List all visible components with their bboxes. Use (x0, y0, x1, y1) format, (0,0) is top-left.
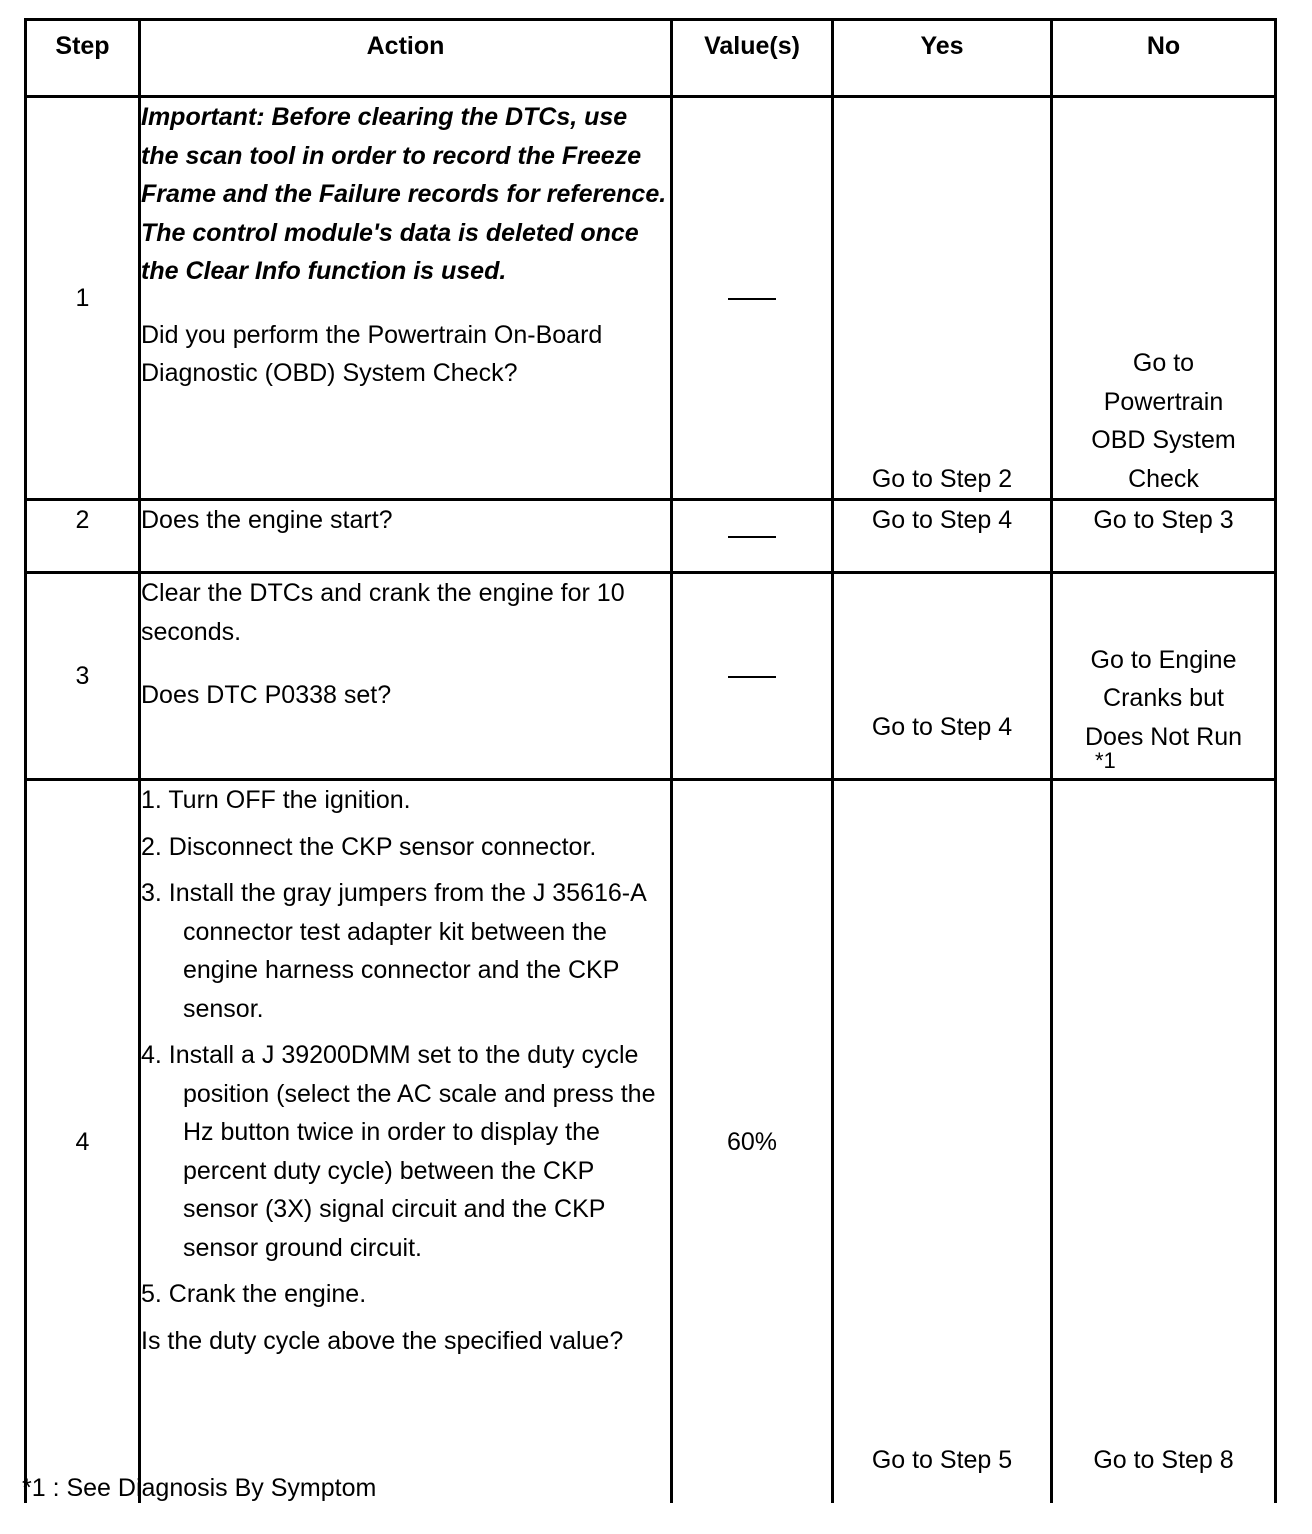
action-question: Did you perform the Powertrain On-Board Diagnostic (OBD) System Check? (141, 320, 603, 387)
action-question: Does the engine start? (140, 500, 672, 573)
list-item: 2. Disconnect the CKP sensor connector. (141, 832, 597, 861)
yes-link: Go to Step 5 (833, 780, 1052, 1504)
no-link: Go to Step 3 (1052, 500, 1276, 573)
table-row (26, 97, 1276, 500)
action-question: Does DTC P0338 set? (141, 681, 392, 709)
action-cell (140, 780, 672, 1504)
list-item: 3. Install the gray jumpers from the J 35616-A connector test adapter kit between the engine harness connector and the CKP sensor. (141, 879, 646, 1023)
no-cell (1052, 573, 1276, 780)
table-row (26, 500, 1276, 573)
header-row (26, 20, 1276, 97)
empty-value-dash (728, 676, 776, 678)
empty-value-dash (728, 298, 776, 300)
action-cell (140, 97, 672, 500)
step-number: 3 (26, 573, 140, 780)
no-link: Go to Step 8 (1052, 780, 1276, 1504)
yes-link: Go to Step 2 (833, 97, 1052, 500)
empty-value-dash (728, 536, 776, 538)
action-instruction: Clear the DTCs and crank the engine for 10 seconds. (141, 579, 625, 646)
action-question: Is the duty cycle above the specified value? (141, 1326, 624, 1355)
diagnostic-table-frame (24, 18, 1274, 1474)
list-item: 5. Crank the engine. (141, 1280, 367, 1308)
header-values: Value(s) (672, 20, 833, 97)
value-cell (672, 97, 833, 500)
header-step: Step (26, 20, 140, 97)
yes-link: Go to Step 4 (833, 500, 1052, 573)
value-cell (672, 573, 833, 780)
no-link: Go to Powertrain OBD System Check (1052, 97, 1276, 500)
important-note: Important: Before clearing the DTCs, use the scan tool in order to record the Freeze Frame and the Failure records for reference. The control module's data is deleted once the Clear Info function is used. (141, 103, 667, 285)
header-action: Action (140, 20, 672, 97)
footnote-ref: *1 (1095, 748, 1116, 773)
list-item: 1. Turn OFF the ignition. (141, 786, 411, 814)
step-number: 1 (26, 97, 140, 500)
diagnostic-table (24, 18, 1277, 1503)
procedure-list (141, 781, 670, 1314)
value-cell: 60% (672, 780, 833, 1504)
no-link: Go to Engine Cranks but Does Not Run (1084, 645, 1243, 751)
step-number: 2 (26, 500, 140, 573)
step-number: 4 (26, 780, 140, 1504)
value-cell (672, 500, 833, 573)
table-row (26, 780, 1276, 1504)
header-no: No (1052, 20, 1276, 97)
table-row (26, 573, 1276, 780)
yes-link: Go to Step 4 (833, 573, 1052, 780)
header-yes: Yes (833, 20, 1052, 97)
action-cell (140, 573, 672, 780)
footnote: *1 : See Diagnosis By Symptom (22, 1474, 377, 1502)
list-item: 4. Install a J 39200DMM set to the duty cycle position (select the AC scale and press the Hz button twice in order to display the percent duty cycle) between the CKP sensor (3X) signal circuit and the CKP sensor ground circuit. (141, 1041, 656, 1262)
